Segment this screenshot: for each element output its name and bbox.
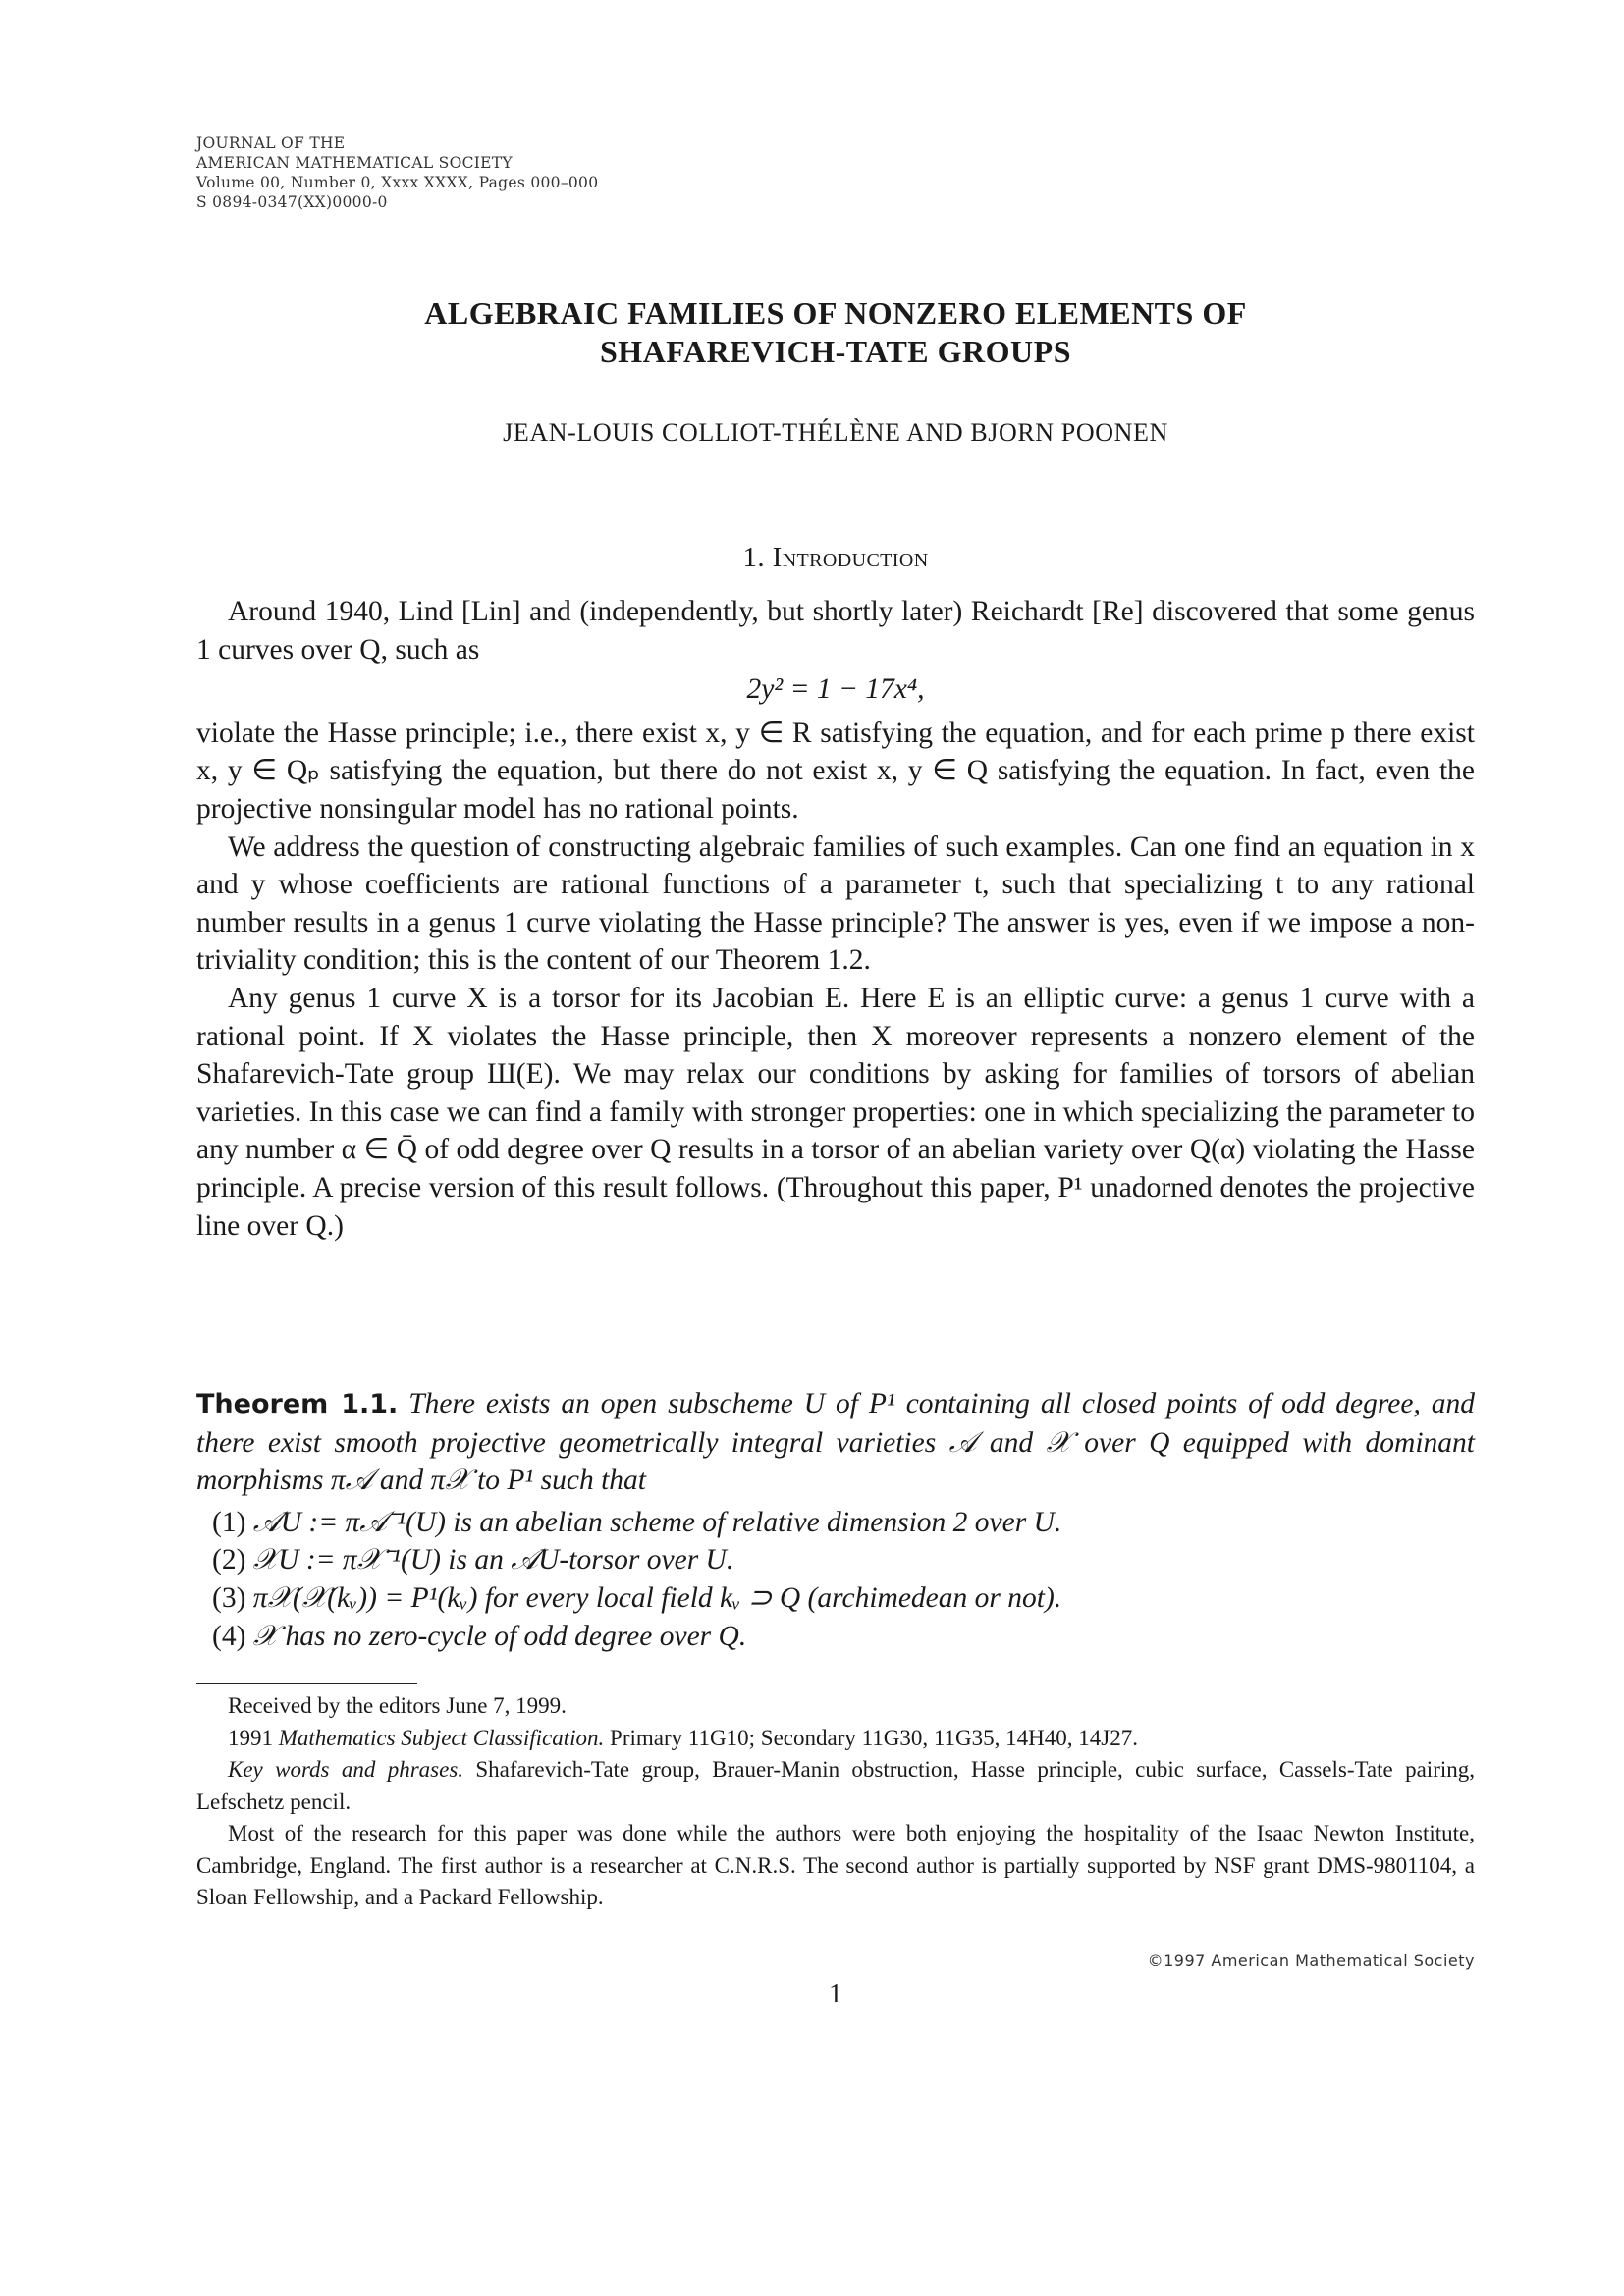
msc-year: 1991 [228,1725,273,1750]
page-number: 1 [829,1979,842,2009]
section-title: Introduction [772,542,929,573]
theorem-item [196,1618,1475,1656]
paragraph: We address the question of constructing algebraic families of such examples. Can one find an equation in x and y whose coefficients are rational functions of a parameter t, such that specializing t to any rational number results in a genus 1 curve violating the Hasse principle? The answer is yes, even if we impose a non-triviality condition; this is the content of our Theorem 1.2. [196,830,1475,977]
footnote-rule [196,1683,417,1684]
journal-line: AMERICAN MATHEMATICAL SOCIETY [196,154,513,172]
item-number: (3) [212,1581,246,1614]
section-number: 1. [742,542,765,573]
theorem-item [196,1579,1475,1618]
item-number: (1) [212,1506,246,1538]
msc-label: Mathematics Subject Classification. [278,1725,605,1750]
theorem-label: Theorem 1.1. [196,1389,399,1419]
theorem-item [196,1504,1475,1542]
footnote-keywords [196,1754,1475,1818]
msc-text: Primary 11G10; Secondary 11G30, 11G35, 14H40, 14J27. [610,1725,1138,1750]
title-line: SHAFAREVICH-TATE GROUPS [600,334,1071,369]
keywords-label: Key words and phrases. [228,1757,464,1782]
paper-authors: JEAN-LOUIS COLLIOT-THÉLÈNE AND BJORN POONEN [503,418,1168,447]
item-number: (2) [212,1544,246,1576]
paper-title [196,294,1475,371]
footnote-received: Received by the editors June 7, 1999. [228,1693,567,1718]
display-equation: 2y² = 1 − 17x⁴, [746,673,925,706]
theorem-statement: There exists an open subscheme U of P¹ containing all closed points of odd degree, and there exist smooth projective geometrically integral varieties 𝒜 and 𝒳 over Q equipped with dominant morphisms π𝒜 and π𝒳 to P¹ such that [196,1388,1476,1497]
footnote-support: Most of the research for this paper was done while the authors were both enjoying the hospitality of the Isaac Newton Institute, Cambridge, England. The first author is a researcher at C.N.R.S. The second author is partially supported by NSF grant DMS-9801104, a Sloan Fellowship, and a Packard Fellowship. [196,1821,1475,1909]
section-heading [196,542,1475,574]
theorem-block [196,1385,1475,1655]
item-text: 𝒳U := π𝒳⁻¹(U) is an 𝒜U-torsor over U. [252,1544,734,1576]
item-text: π𝒳(𝒳(kᵥ)) = P¹(kᵥ) for every local field kᵥ ⊃ Q (archimedean or not). [252,1581,1062,1614]
footnote-msc [196,1723,1475,1755]
introduction-body [196,593,1475,1245]
keywords-text: Shafarevich-Tate group, Brauer-Manin obstruction, Hasse principle, cubic surface, Cassels-Tate pairing, Lefschetz pencil. [196,1757,1475,1814]
paragraph: Around 1940, Lind [Lin] and (independently, but shortly later) Reichardt [Re] discovered that some genus 1 curves over Q, such as [196,596,1475,666]
copyright-notice: ©1997 American Mathematical Society [1147,1951,1475,1970]
paragraph: Any genus 1 curve X is a torsor for its Jacobian E. Here E is an elliptic curve: a genus 1 curve with a rational point. If X violates the Hasse principle, then X moreover represents a nonzero element of the Shafarevich-Tate group Ш(E). We may relax our conditions by asking for families of torsors of abelian varieties. In this case we can find a family with stronger properties: one in which specializing the parameter to any number α ∈ Q̄ of odd degree over Q results in a torsor of an abelian variety over Q(α) violating the Hasse principle. A precise version of this result follows. (Throughout this paper, P¹ unadorned denotes the projective line over Q.) [196,982,1475,1242]
journal-header [196,133,598,212]
journal-volume-line: Volume 00, Number 0, Xxxx XXXX, Pages 000–000 [196,174,599,191]
item-text: 𝒜U := π𝒜⁻¹(U) is an abelian scheme of relative dimension 2 over U. [252,1506,1062,1538]
paragraph: violate the Hasse principle; i.e., there exist x, y ∈ R satisfying the equation, and for each prime p there exist x, y ∈ Qₚ satisfying the equation, but there do not exist x, y ∈ Q satisfying the equation. In fact, even the projective nonsingular model has no rational points. [196,717,1475,825]
item-text: 𝒳 has no zero-cycle of odd degree over Q. [252,1620,747,1652]
theorem-items [196,1504,1475,1655]
journal-issn-line: S 0894-0347(XX)0000-0 [196,193,388,211]
title-line: ALGEBRAIC FAMILIES OF NONZERO ELEMENTS OF [424,295,1247,331]
footnotes [196,1690,1475,1914]
item-number: (4) [212,1620,246,1652]
journal-line: JOURNAL OF THE [196,134,346,152]
theorem-item [196,1541,1475,1579]
